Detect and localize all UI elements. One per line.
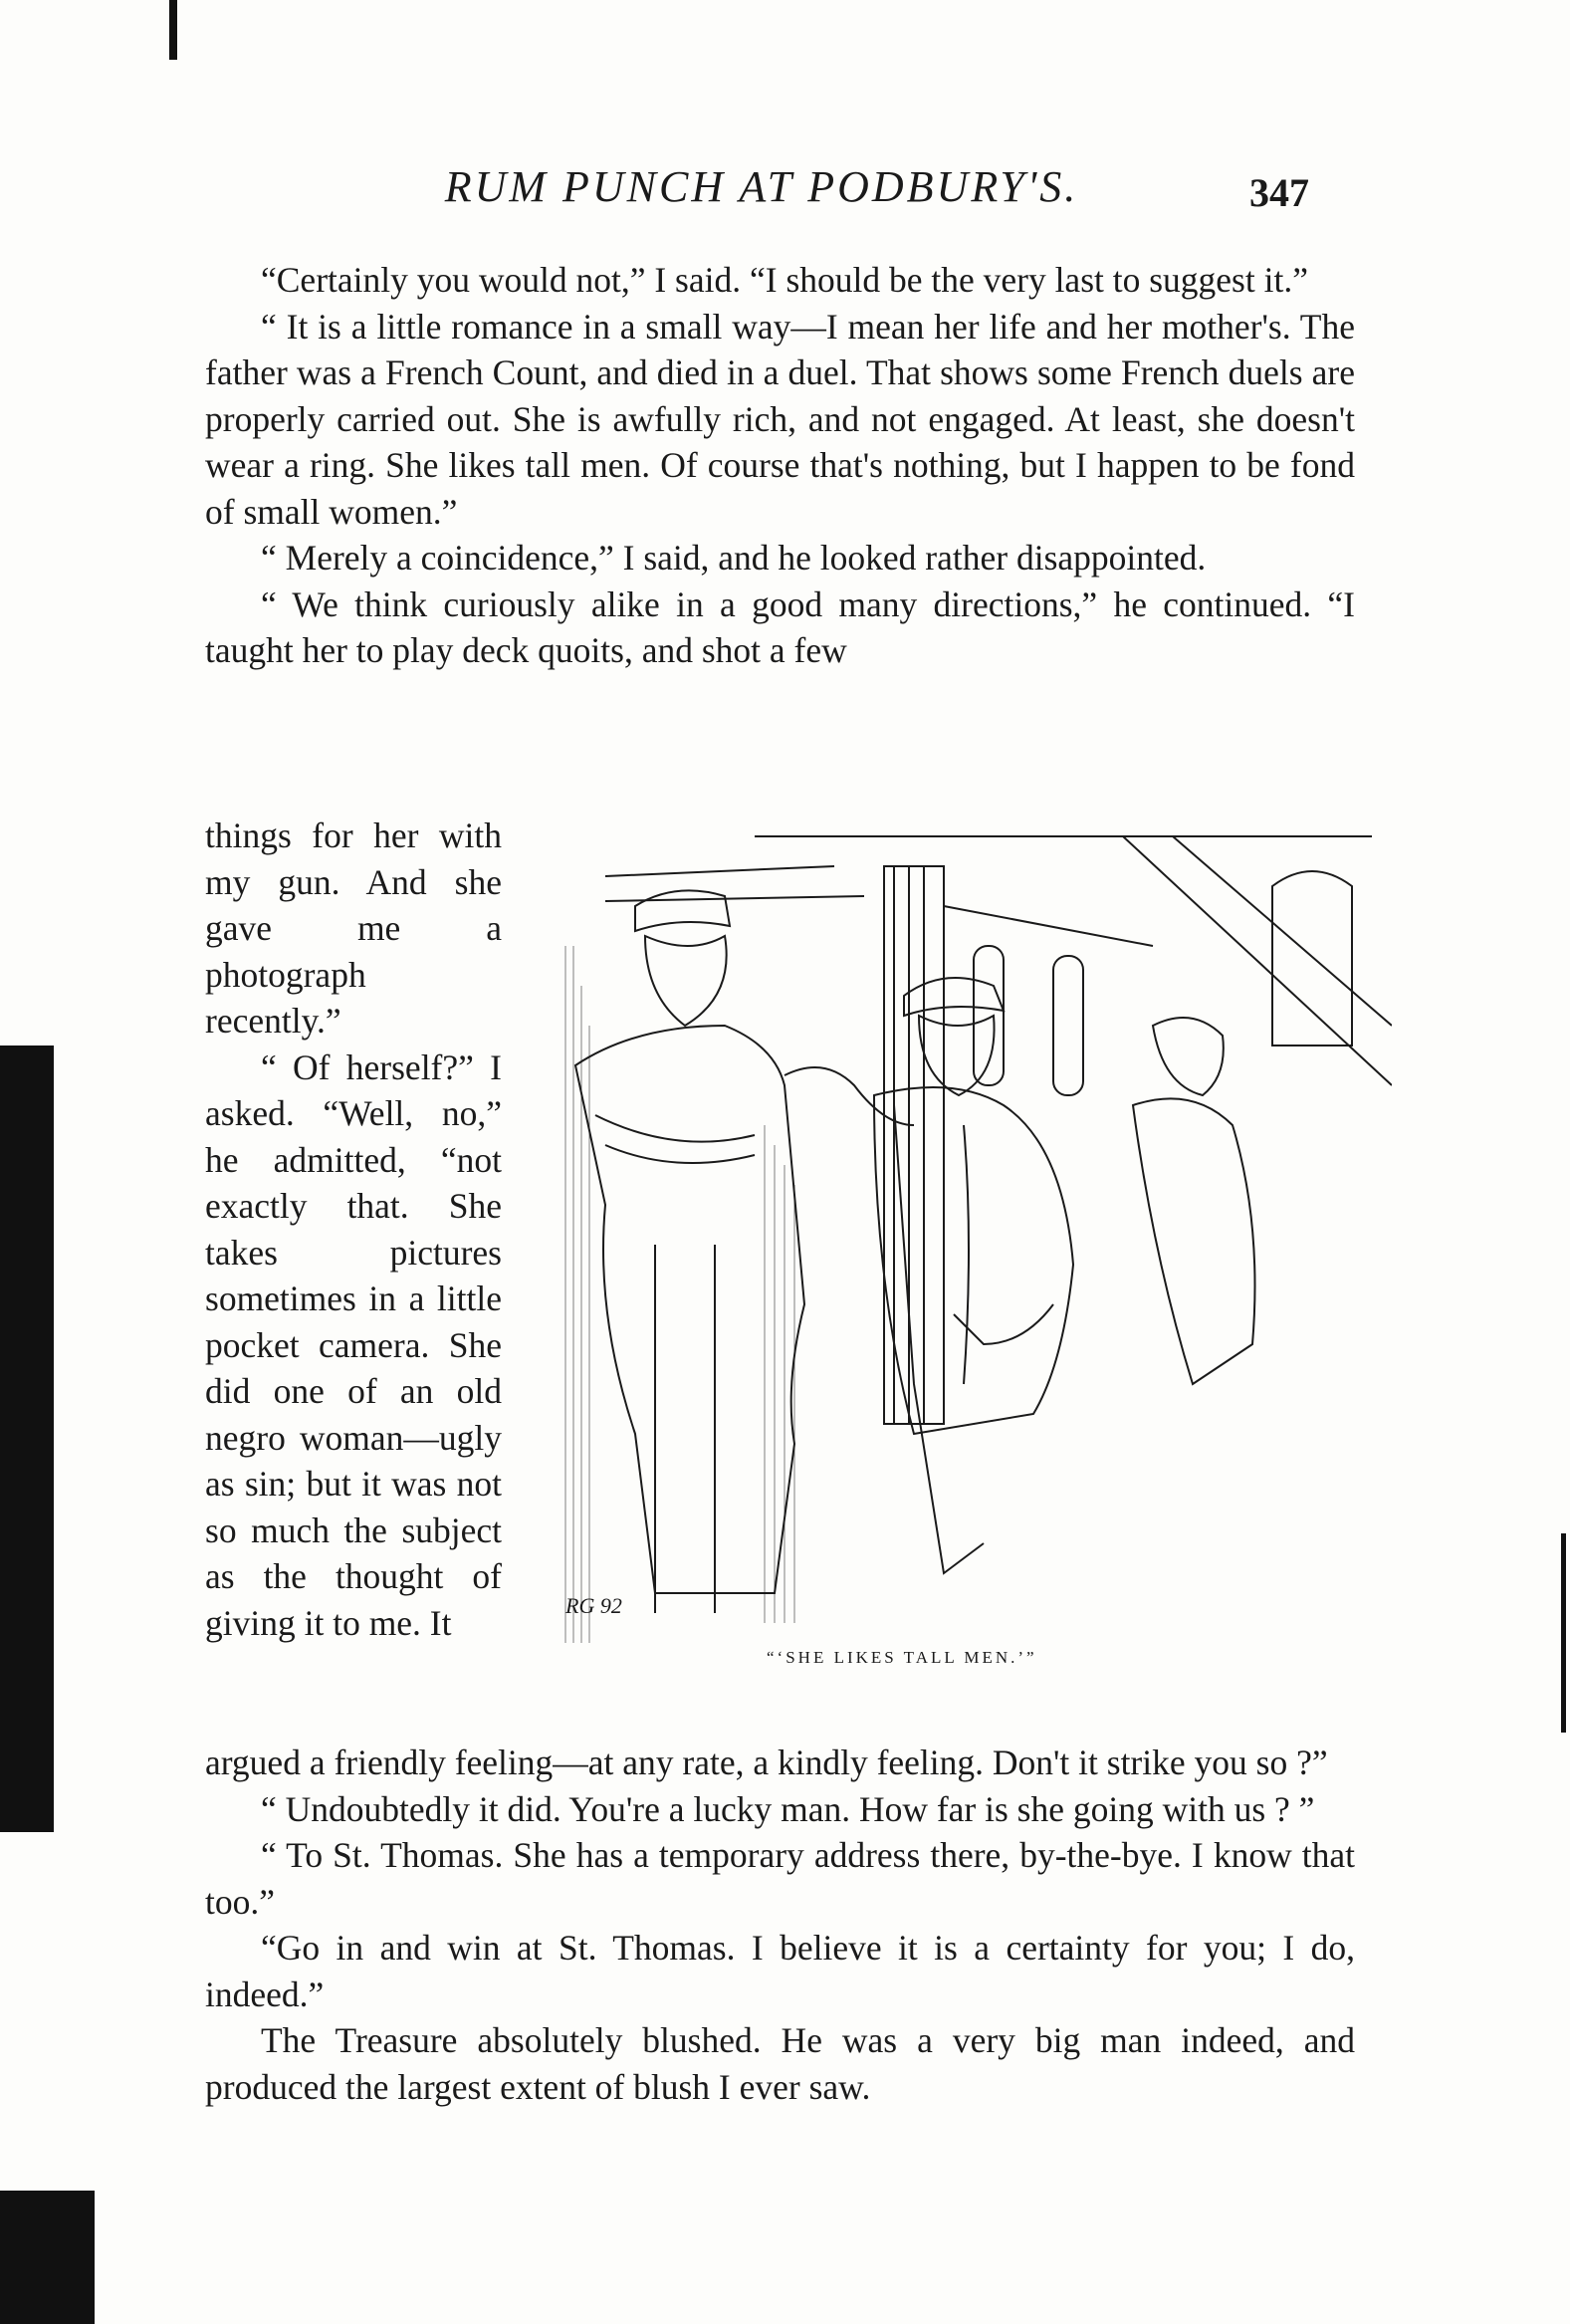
paragraph: “ It is a little romance in a small way—I mean her life and her mother's. The father was a French Count, and died in a duel. That shows some French duels are properly carried out. She is awfully rich, and not engaged. At least, she doesn't wear a ring. She likes tall men. Of course that's nothing, but I happen to be fond of small women.” [205,306,1355,532]
paragraph: “ Of herself?” I asked. “Well, no,” he admitted, “not exactly that. She takes pictures sometimes in a little pocket camera. She did one of an old negro woman—ugly as sin; but it was not so much the subject as the thought of giving it to me. It [205,1046,502,1643]
artist-signature: RG 92 [565,1593,622,1618]
paragraph: argued a friendly feeling—at any rate, a kindly feeling. Don't it strike you so ?” [205,1743,1328,1782]
paragraph: “ Undoubtedly it did. You're a lucky man. How far is she going with us ? ” [261,1788,1315,1829]
scan-edge-mark [0,1046,54,1832]
illustration-caption: “‘SHE LIKES TALL MEN.’” [767,1648,1037,1667]
scan-edge-mark [1561,1533,1566,1733]
running-header: RUM PUNCH AT PODBURY'S. [444,162,1079,211]
scan-edge-mark [0,2191,95,2324]
paragraph: “ We think curiously alike in a good many directions,” he continued. “I taught her to play deck quoits, and shot a few [205,583,1355,670]
paragraph: things for her with my gun. And she gave me a photograph recently.” [205,815,502,1041]
illustration-two-men-on-deck [536,826,1392,1658]
scan-edge-mark [169,0,177,60]
paragraph: “ Merely a coincidence,” I said, and he looked rather disappointed. [261,538,1207,578]
body-text-top [205,257,1355,674]
paragraph: “ To St. Thomas. She has a temporary address there, by-the-bye. I know that too.” [205,1835,1355,1922]
paragraph: “Go in and win at St. Thomas. I believe it is a certainty for you; I do, indeed.” [205,1928,1355,2014]
body-text-column [205,813,502,1646]
body-text-bottom [205,1740,1355,2110]
page-number: 347 [1249,170,1309,215]
paragraph: The Treasure absolutely blushed. He was a very big man indeed, and produced the largest extent of blush I ever saw. [205,2020,1355,2107]
paragraph: “Certainly you would not,” I said. “I should be the very last to suggest it.” [261,260,1308,300]
